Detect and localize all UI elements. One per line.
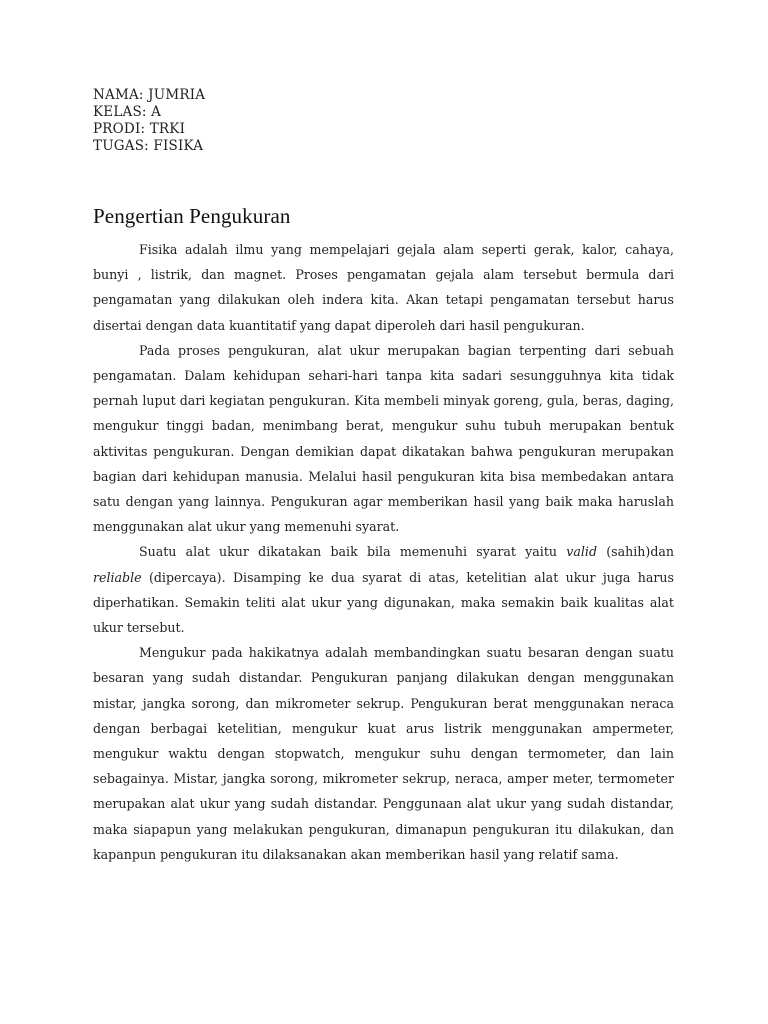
paragraph-standardization: Mengukur pada hakikatnya adalah membandingkan suatu besaran dengan suatu besaran yang sudah distandar. Pengukuran panjang dilakukan dengan menggunakan mistar, jangka sorong, dan mikrometer sekrup. Pengukuran berat menggunakan neraca dengan berbagai ketelitian, mengukur kuat arus listrik menggunakan ampermeter, mengukur waktu dengan stopwatch, mengukur suhu dengan termometer, dan lain sebagainya. Mistar, jangka sorong, mikrometer sekrup, neraca, amper meter, termometer merupakan alat ukur yang sudah distandar. Penggunaan alat ukur yang sudah distandar, maka siapapun yang melakukan pengukuran, dimanapun pengukuran itu dilakukan, dan kapanpun pengukuran itu dilaksanakan akan memberikan hasil yang relatif sama. (93, 645, 674, 862)
assignment-subject: TUGAS: FISIKA (93, 138, 204, 154)
paragraph-requirements-part1: Suatu alat ukur dikatakan baik bila memenuhi syarat yaitu (139, 544, 567, 560)
term-valid: valid (566, 544, 598, 560)
student-identity-block (93, 87, 205, 155)
paragraph-requirements (93, 539, 674, 640)
paragraph-measurement-tools: Pada proses pengukuran, alat ukur merupakan bagian terpenting dari sebuah pengamatan. Dalam kehidupan sehari-hari tanpa kita sadari sesungguhnya kita tidak pernah luput dari kegiatan pengukuran. Kita membeli minyak goreng, gula, beras, daging, mengukur tinggi badan, menimbang berat, mengukur suhu tubuh merupakan bentuk aktivitas pengukuran. Dengan demikian dapat dikatakan bahwa pengukuran merupakan bagian dari kehidupan manusia. Melalui hasil pengukuran kita bisa membedakan antara satu dengan yang lainnya. Pengukuran agar memberikan hasil yang baik maka haruslah menggunakan alat ukur yang memenuhi syarat. (93, 342, 674, 535)
paragraph-requirements-part3: (dipercaya). Disamping ke dua syarat di atas, ketelitian alat ukur juga harus diperhatikan. Semakin teliti alat ukur yang digunakan, maka semakin baik kualitas alat ukur tersebut. (93, 569, 674, 636)
student-name: NAMA: JUMRIA (93, 87, 206, 103)
term-reliable: reliable (93, 569, 142, 585)
body-text (93, 237, 674, 867)
student-program: PRODI: TRKI (93, 121, 186, 137)
student-class: KELAS: A (93, 104, 162, 120)
paragraph-definition: Fisika adalah ilmu yang mempelajari gejala alam seperti gerak, kalor, cahaya, bunyi , listrik, dan magnet. Proses pengamatan gejala alam tersebut bermula dari pengamatan yang dilakukan oleh indera kita. Akan tetapi pengamatan tersebut harus disertai dengan data kuantitatif yang dapat diperoleh dari hasil pengukuran. (93, 242, 674, 333)
paragraph-requirements-part2: (sahih)dan (597, 544, 675, 560)
section-heading: Pengertian Pengukuran (93, 204, 291, 228)
